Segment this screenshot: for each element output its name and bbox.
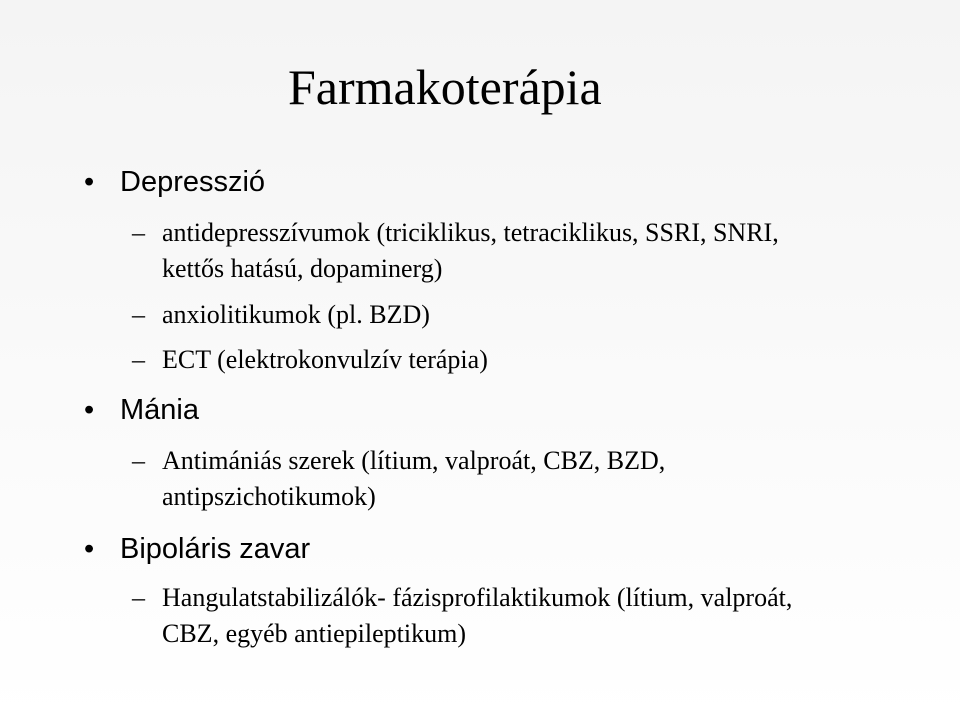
list-item bbox=[132, 342, 832, 378]
list-item bbox=[132, 215, 832, 287]
list-item-text: anxiolitikumok (pl. BZD) bbox=[162, 300, 430, 329]
list-item-text: antidepresszívumok (triciklikus, tetraciklikus, SSRI, SNRI, kettős hatású, dopaminerg) bbox=[162, 218, 779, 283]
section-heading-text: Bipoláris zavar bbox=[120, 533, 311, 565]
list-item bbox=[132, 580, 832, 652]
bullet-icon: • bbox=[84, 394, 95, 426]
list-item-text: Hangulatstabilizálók- fázisprofilaktikumok (lítium, valproát, CBZ, egyéb antiepileptikum) bbox=[162, 583, 793, 648]
list-item-text: ECT (elektrokonvulzív terápia) bbox=[162, 345, 488, 374]
list-item bbox=[132, 297, 832, 333]
list-item-text: Antimániás szerek (lítium, valproát, CBZ, BZD, antipszichotikumok) bbox=[162, 446, 666, 511]
section-heading-text: Mánia bbox=[120, 394, 199, 426]
section-heading-bipolar bbox=[84, 529, 310, 569]
list-item bbox=[132, 443, 832, 515]
section-heading-text: Depresszió bbox=[120, 166, 266, 198]
bullet-icon: • bbox=[84, 533, 95, 565]
dash-icon: – bbox=[132, 300, 145, 329]
slide-title: Farmakoterápia bbox=[288, 59, 602, 115]
bullet-icon: • bbox=[84, 166, 95, 198]
dash-icon: – bbox=[132, 345, 145, 374]
dash-icon: – bbox=[132, 446, 145, 475]
dash-icon: – bbox=[132, 218, 145, 247]
section-heading-mania bbox=[84, 390, 199, 430]
section-heading-depression bbox=[84, 162, 265, 202]
dash-icon: – bbox=[132, 583, 145, 612]
